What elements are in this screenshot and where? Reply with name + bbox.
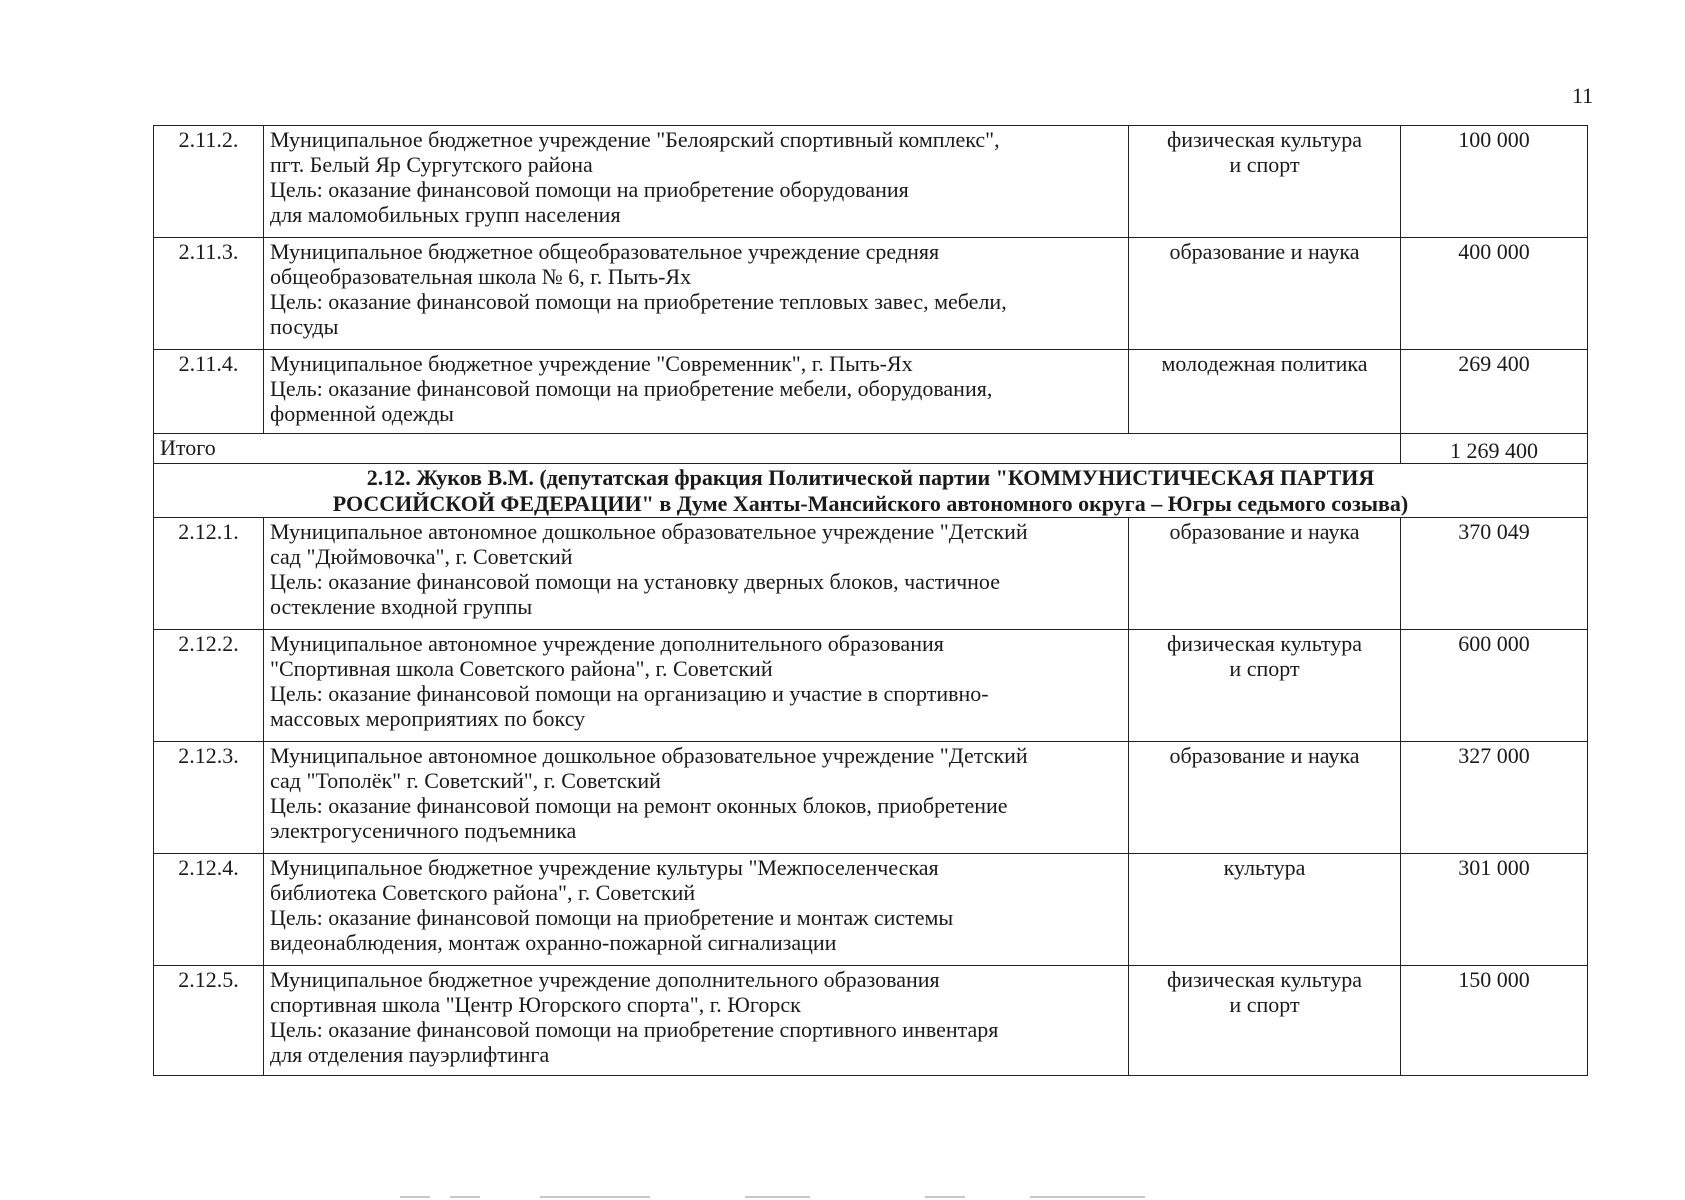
section-header-2-12 bbox=[154, 464, 1588, 518]
description-line: массовых мероприятиях по боксу bbox=[270, 706, 586, 731]
total-amount: 1 269 400 bbox=[1401, 434, 1588, 464]
total-label: Итого bbox=[154, 434, 1401, 464]
description-line: сад "Дюймовочка", г. Советский bbox=[270, 544, 573, 569]
description-line: форменной одежды bbox=[270, 401, 454, 426]
table-row bbox=[154, 742, 1588, 854]
description-line: библиотека Советского района", г. Советский bbox=[270, 880, 696, 905]
recipient-description bbox=[264, 126, 1129, 238]
scan-artifact bbox=[400, 1196, 430, 1198]
scan-artifact bbox=[925, 1196, 965, 1198]
recipient-description bbox=[264, 518, 1129, 630]
amount-cell: 327 000 bbox=[1401, 742, 1588, 854]
sphere-line: образование и наука bbox=[1169, 519, 1360, 544]
row-number: 2.12.5. bbox=[154, 966, 264, 1076]
sphere-line: физическая культура bbox=[1166, 127, 1363, 152]
row-number: 2.12.4. bbox=[154, 854, 264, 966]
description-line: Муниципальное автономное учреждение дополнительного образования bbox=[270, 631, 944, 656]
row-number: 2.12.3. bbox=[154, 742, 264, 854]
table-row bbox=[154, 350, 1588, 434]
table-row bbox=[154, 854, 1588, 966]
table-row bbox=[154, 630, 1588, 742]
description-line: Цель: оказание финансовой помощи на приобретение тепловых завес, мебели, bbox=[270, 289, 1007, 314]
amount-cell: 100 000 bbox=[1401, 126, 1588, 238]
scan-artifact bbox=[450, 1196, 480, 1198]
description-line: спортивная школа "Центр Югорского спорта", г. Югорск bbox=[270, 992, 801, 1017]
amount-cell: 301 000 bbox=[1401, 854, 1588, 966]
sphere-line: и спорт bbox=[1229, 992, 1300, 1017]
description-line: Муниципальное автономное дошкольное образовательное учреждение "Детский bbox=[270, 519, 1028, 544]
description-line: пгт. Белый Яр Сургутского района bbox=[270, 152, 593, 177]
recipient-description bbox=[264, 966, 1129, 1076]
sphere-cell bbox=[1129, 126, 1401, 238]
scan-artifact bbox=[745, 1196, 810, 1198]
sphere-line: физическая культура bbox=[1166, 631, 1363, 656]
sphere-cell bbox=[1129, 238, 1401, 350]
recipient-description bbox=[264, 854, 1129, 966]
sphere-cell bbox=[1129, 966, 1401, 1076]
description-line: сад "Тополёк" г. Советский", г. Советский bbox=[270, 768, 661, 793]
table-body-total bbox=[154, 434, 1588, 518]
recipient-description bbox=[264, 238, 1129, 350]
section-header-line-1: 2.12. Жуков В.М. (депутатская фракция Политической партии "КОММУНИСТИЧЕСКАЯ ПАРТИЯ bbox=[366, 465, 1375, 490]
description-line: Цель: оказание финансовой помощи на приобретение и монтаж системы bbox=[270, 905, 954, 930]
description-line: Муниципальное бюджетное учреждение "Белоярский спортивный комплекс", bbox=[270, 127, 1000, 152]
sphere-cell bbox=[1129, 630, 1401, 742]
description-line: электрогусеничного подъемника bbox=[270, 818, 577, 843]
description-line: остекление входной группы bbox=[270, 594, 533, 619]
row-number: 2.11.3. bbox=[154, 238, 264, 350]
grants-table bbox=[153, 125, 1588, 1076]
description-line: Цель: оказание финансовой помощи на организацию и участие в спортивно- bbox=[270, 681, 989, 706]
section-header-line-2: РОССИЙСКОЙ ФЕДЕРАЦИИ" в Думе Ханты-Мансийского автономного округа – Югры седьмого созыва) bbox=[332, 491, 1409, 516]
sphere-line: образование и наука bbox=[1169, 239, 1360, 264]
sphere-cell bbox=[1129, 854, 1401, 966]
row-number: 2.12.2. bbox=[154, 630, 264, 742]
description-line: Цель: оказание финансовой помощи на ремонт оконных блоков, приобретение bbox=[270, 793, 1008, 818]
sphere-line: образование и наука bbox=[1169, 743, 1360, 768]
description-line: Муниципальное автономное дошкольное образовательное учреждение "Детский bbox=[270, 743, 1028, 768]
description-line: Цель: оказание финансовой помощи на приобретение оборудования bbox=[270, 177, 909, 202]
table-row bbox=[154, 126, 1588, 238]
description-line: Цель: оказание финансовой помощи на приобретение спортивного инвентаря bbox=[270, 1017, 999, 1042]
row-number: 2.11.4. bbox=[154, 350, 264, 434]
description-line: Цель: оказание финансовой помощи на установку дверных блоков, частичное bbox=[270, 569, 1000, 594]
description-line: Муниципальное бюджетное учреждение "Современник", г. Пыть-Ях bbox=[270, 351, 913, 376]
sphere-line: молодежная политика bbox=[1161, 351, 1368, 376]
description-line: посуды bbox=[270, 314, 339, 339]
scan-artifact bbox=[1030, 1196, 1145, 1198]
total-row bbox=[154, 434, 1588, 464]
table-row bbox=[154, 238, 1588, 350]
table-row bbox=[154, 966, 1588, 1076]
row-number: 2.12.1. bbox=[154, 518, 264, 630]
table-row bbox=[154, 518, 1588, 630]
sphere-cell bbox=[1129, 350, 1401, 434]
recipient-description bbox=[264, 742, 1129, 854]
description-line: Муниципальное бюджетное учреждение дополнительного образования bbox=[270, 967, 940, 992]
sphere-line: культура bbox=[1223, 855, 1306, 880]
table-body-2-11 bbox=[154, 126, 1588, 434]
table-body-2-12 bbox=[154, 518, 1588, 1076]
amount-cell: 150 000 bbox=[1401, 966, 1588, 1076]
description-line: видеонаблюдения, монтаж охранно-пожарной сигнализации bbox=[270, 930, 837, 955]
description-line: общеобразовательная школа № 6, г. Пыть-Ях bbox=[270, 264, 692, 289]
amount-cell: 600 000 bbox=[1401, 630, 1588, 742]
description-line: для маломобильных групп населения bbox=[270, 202, 621, 227]
description-line: "Спортивная школа Советского района", г. Советский bbox=[270, 656, 773, 681]
amount-cell: 400 000 bbox=[1401, 238, 1588, 350]
sphere-cell bbox=[1129, 518, 1401, 630]
description-line: Муниципальное бюджетное учреждение культуры "Межпоселенческая bbox=[270, 855, 939, 880]
recipient-description bbox=[264, 350, 1129, 434]
description-line: Цель: оказание финансовой помощи на приобретение мебели, оборудования, bbox=[270, 376, 993, 401]
recipient-description bbox=[264, 630, 1129, 742]
section-header-row bbox=[154, 464, 1588, 518]
description-line: Муниципальное бюджетное общеобразовательное учреждение средняя bbox=[270, 239, 940, 264]
sphere-cell bbox=[1129, 742, 1401, 854]
amount-cell: 370 049 bbox=[1401, 518, 1588, 630]
sphere-line: и спорт bbox=[1229, 656, 1300, 681]
scan-artifact bbox=[540, 1196, 650, 1198]
amount-cell: 269 400 bbox=[1401, 350, 1588, 434]
page-number: 11 bbox=[1572, 83, 1594, 108]
description-line: для отделения пауэрлифтинга bbox=[270, 1042, 550, 1067]
sphere-line: и спорт bbox=[1229, 152, 1300, 177]
sphere-line: физическая культура bbox=[1166, 967, 1363, 992]
row-number: 2.11.2. bbox=[154, 126, 264, 238]
